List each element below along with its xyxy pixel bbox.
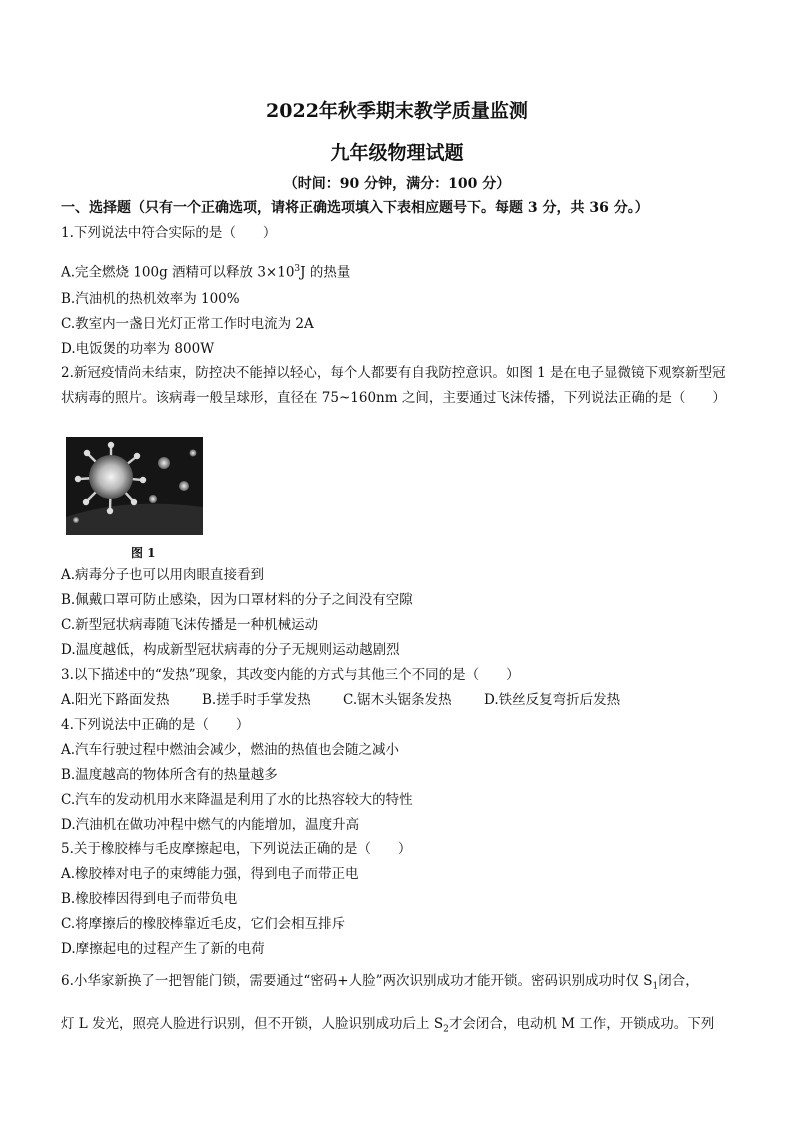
q1-option-a — [61, 260, 350, 282]
q3-stem: 3.以下描述中的“发热”现象，其改变内能的方式与其他三个不同的是（ ） — [61, 667, 520, 683]
q5-option-b: B.橡胶棒因得到电子而带负电 — [61, 891, 238, 907]
q3-option-b: B.搓手时手掌发热 — [202, 692, 311, 708]
q4-option-a: A.汽车行驶过程中燃油会减少，燃油的热值也会随之减小 — [61, 742, 400, 758]
q5-option-a: A.橡胶棒对电子的束缚能力强，得到电子而带正电 — [61, 866, 359, 882]
q2-option-b: B.佩戴口罩可防止感染，因为口罩材料的分子之间没有空隙 — [61, 592, 413, 608]
q6-line-1 — [61, 972, 699, 996]
q1-option-b: B.汽油机的热机效率为 100% — [61, 291, 240, 307]
q3-option-a: A.阳光下路面发热 — [61, 692, 170, 708]
exam-title: 2022年秋季期末教学质量监测 — [266, 100, 528, 122]
exam-subtitle: 九年级物理试题 — [330, 142, 464, 164]
exam-meta: （时间：90 分钟，满分：100 分） — [283, 176, 511, 192]
virus-photo — [66, 437, 203, 535]
q1-stem: 1.下列说法中符合实际的是（ ） — [61, 225, 277, 241]
q3-option-c: C.锯木头锯条发热 — [343, 692, 452, 708]
q3-options — [61, 691, 620, 709]
q4-option-c: C.汽车的发动机用水来降温是利用了水的比热容较大的特性 — [61, 792, 413, 808]
q6-line-1-end: 闭合， — [658, 973, 699, 989]
q2-option-a: A.病毒分子也可以用肉眼直接看到 — [61, 567, 265, 583]
q2-option-d: D.温度越低，构成新型冠状病毒的分子无规则运动越剧烈 — [61, 642, 400, 658]
q4-option-d: D.汽油机在做功冲程中燃气的内能增加，温度升高 — [61, 817, 360, 833]
q6-s2-subscript: 2 — [443, 1024, 449, 1035]
q5-stem: 5.关于橡胶棒与毛皮摩擦起电，下列说法正确的是（ ） — [61, 841, 412, 857]
q1-option-d: D.电饭煲的功率为 800W — [61, 341, 215, 357]
q6-line-1-text: 6.小华家新换了一把智能门锁，需要通过“密码+人脸”两次识别成功才能开锁。密码识别成功时仅 S — [61, 973, 653, 989]
virus-illustration — [66, 437, 203, 535]
q1-a-text: A.完全燃烧 100g 酒精可以释放 3×10 — [61, 264, 295, 281]
q2-option-c: C.新型冠状病毒随飞沫传播是一种机械运动 — [61, 617, 319, 633]
q1-a-unit: J 的热量 — [300, 264, 351, 281]
section-heading: 一、选择题（只有一个正确选项，请将正确选项填入下表相应题号下。每题 3 分，共 36 分。） — [61, 200, 649, 216]
q2-stem: 2.新冠疫情尚未结束，防控决不能掉以轻心，每个人都要有自我防控意识。如图 1 是在电子显微镜下观察新型冠状病毒的照片。该病毒一般呈球形，直径在 75~160nm 之间，主要通过飞沫传播，下列说法正确的是（ ） — [61, 365, 726, 406]
q1-option-c: C.教室内一盏日光灯正常工作时电流为 2A — [61, 316, 314, 332]
q5-option-d: D.摩擦起电的过程产生了新的电荷 — [61, 941, 265, 957]
q6-s1-subscript: 1 — [652, 981, 659, 992]
q5-option-c: C.将摩擦后的橡胶棒靠近毛皮，它们会相互排斥 — [61, 916, 346, 932]
figure-1-label: 图 1 — [131, 546, 156, 560]
q6-line-2-text: 灯 L 发光，照亮人脸进行识别，但不开锁，人脸识别成功后上 S — [61, 1016, 444, 1032]
q3-option-d: D.铁丝反复弯折后发热 — [484, 692, 621, 708]
q6-line-2-end: 才会闭合，电动机 M 工作，开锁成功。下列 — [448, 1016, 715, 1032]
q1-a-exponent: 3 — [294, 264, 301, 274]
q6-line-2 — [61, 1015, 714, 1039]
q4-option-b: B.温度越高的物体所含有的热量越多 — [61, 767, 278, 783]
q4-stem: 4.下列说法中正确的是（ ） — [61, 717, 250, 733]
